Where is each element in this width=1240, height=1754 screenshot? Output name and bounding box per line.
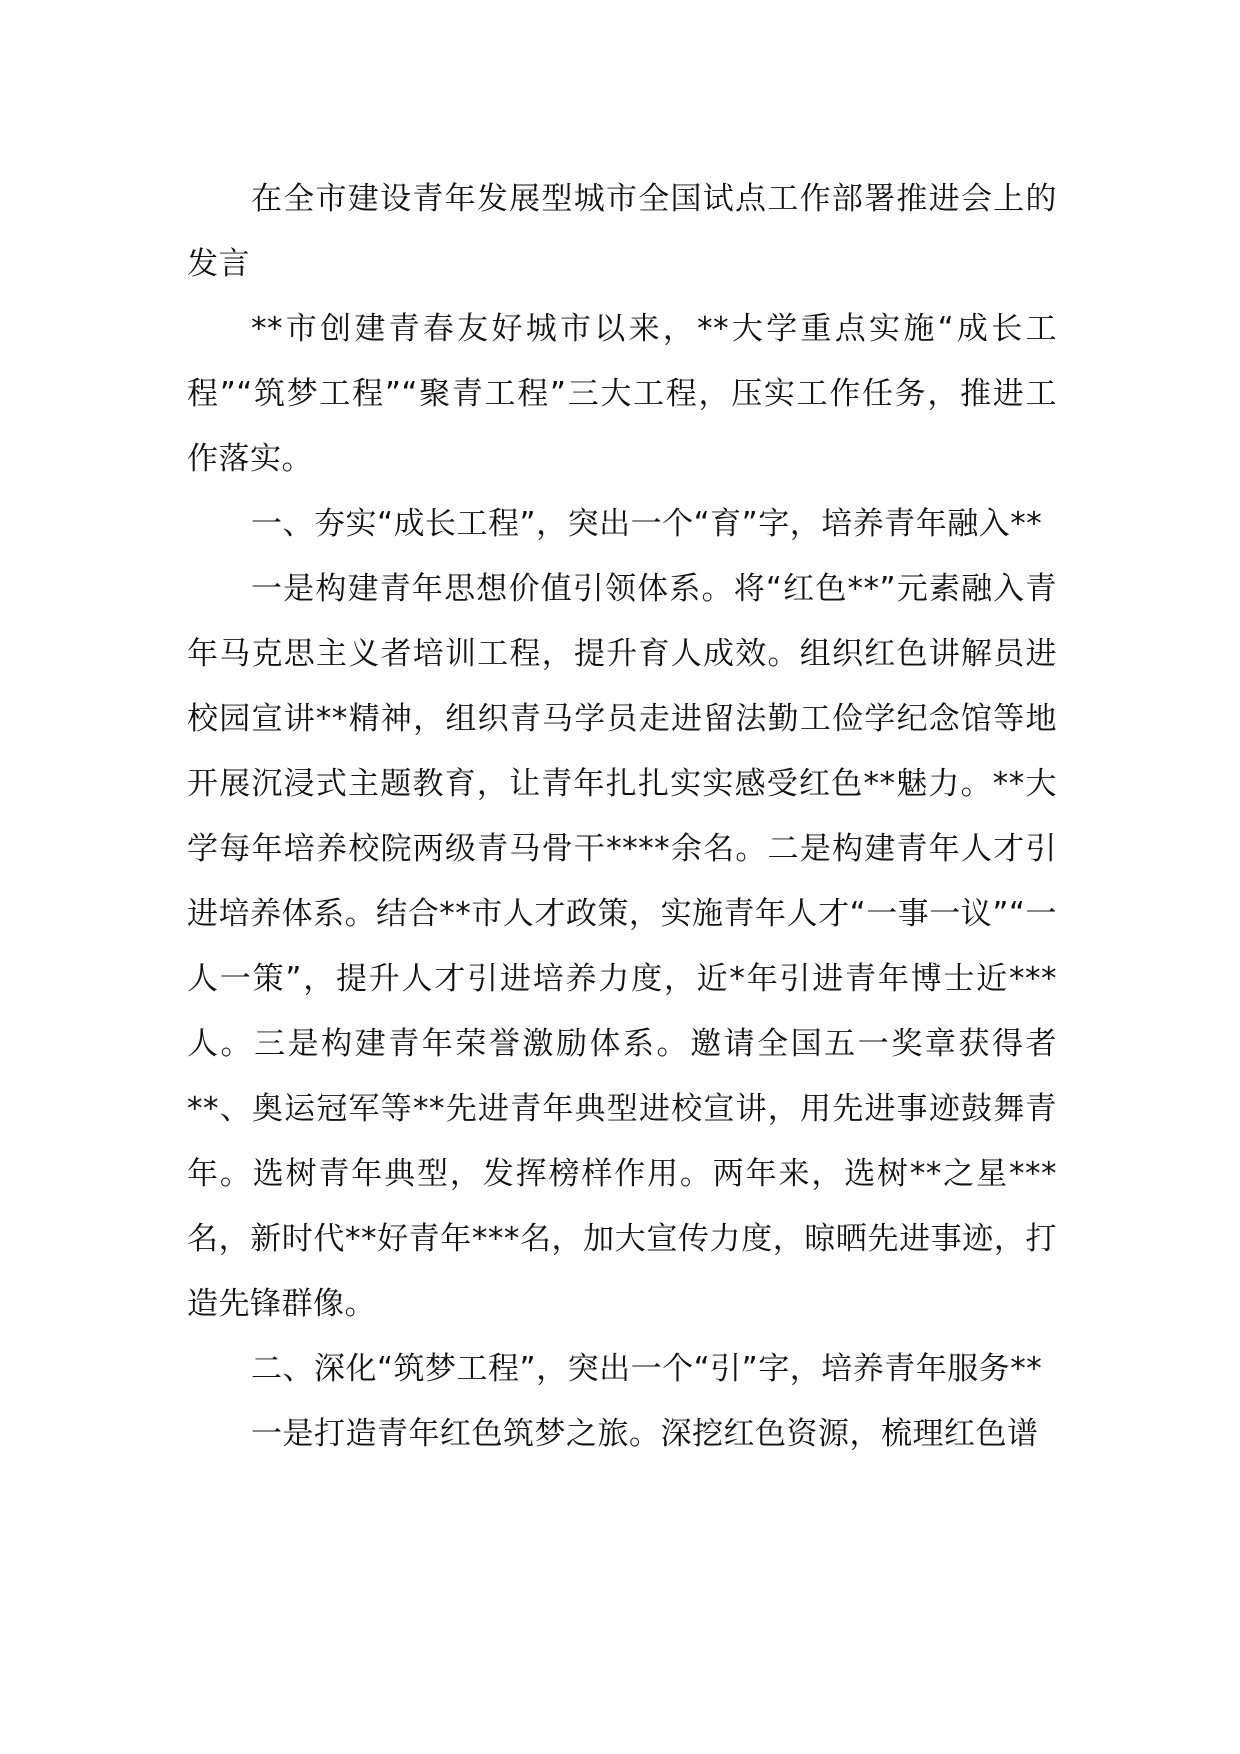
- intro-paragraph: **市创建青春友好城市以来，**大学重点实施“成长工程”“筑梦工程”“聚青工程”三大工程，压实工作任务，推进工作落实。: [187, 311, 1057, 477]
- section-1-body: 一是构建青年思想价值引领体系。将“红色**”元素融入青年马克思主义者培训工程，提升育人成效。组织红色讲解员进校园宣讲**精神，组织青马学员走进留法勤工俭学纪念馆等地开展沉浸式主题教育，让青年扎扎实实感受红色**魅力。**大学每年培养校院两级青马骨干****余名。二是构建青年人才引进培养体系。结合**市人才政策，实施青年人才“一事一议”“一人一策”，提升人才引进培养力度，近*年引进青年博士近***人。三是构建青年荣誉激励体系。邀请全国五一奖章获得者**、奥运冠军等**先进青年典型进校宣讲，用先进事迹鼓舞青年。选树青年典型，发挥榜样作用。两年来，选树**之星***名，新时代**好青年***名，加大宣传力度，晾晒先进事迹，打造先锋群像。: [187, 571, 1057, 1322]
- document-page: [187, 167, 1057, 1467]
- section-heading-2: 二、深化“筑梦工程”，突出一个“引”字，培养青年服务**: [251, 1351, 1043, 1387]
- section-2-body: 一是打造青年红色筑梦之旅。深挖红色资源，梳理红色谱: [251, 1416, 1039, 1452]
- document-title: 在全市建设青年发展型城市全国试点工作部署推进会上的发言: [187, 181, 1057, 282]
- section-heading-1: 一、夯实“成长工程”，突出一个“育”字，培养青年融入**: [251, 506, 1043, 542]
